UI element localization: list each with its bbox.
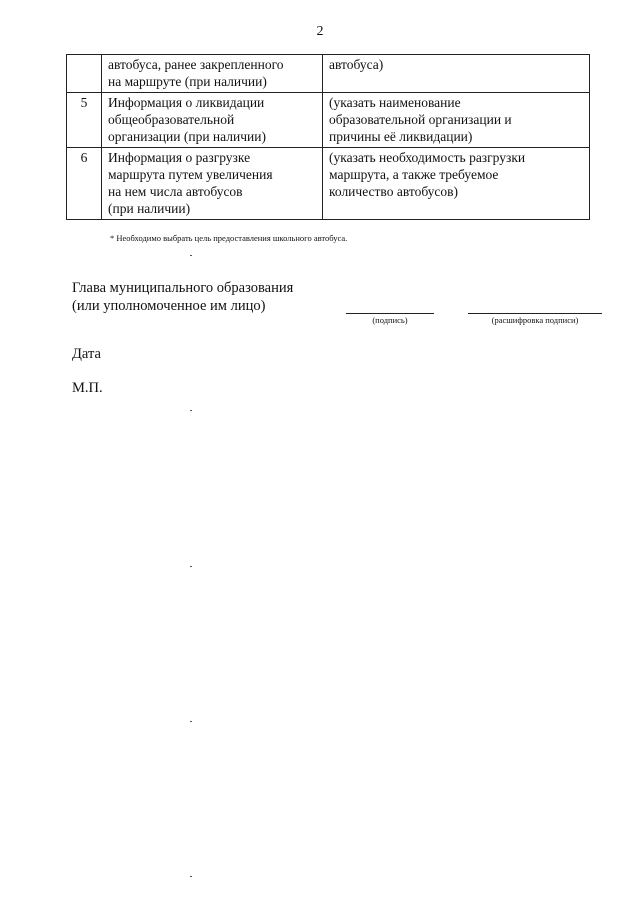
head-title-line: Глава муниципального образования — [72, 280, 294, 296]
description-line: Информация о разгрузке — [108, 150, 251, 165]
row-note — [323, 148, 590, 220]
scan-dot — [190, 721, 192, 722]
scan-dot — [190, 566, 192, 567]
signature-caption: (подпись) — [372, 315, 408, 325]
row-note — [323, 55, 590, 93]
scan-dot — [190, 255, 192, 256]
note-line: автобуса) — [329, 57, 384, 72]
info-table — [66, 54, 590, 220]
description-line: на нем числа автобусов — [108, 184, 243, 199]
row-number — [67, 55, 102, 93]
row-number: 5 — [67, 93, 102, 148]
description-line: организации (при наличии) — [108, 129, 266, 144]
head-title-line: (или уполномоченное им лицо) — [72, 298, 266, 314]
note-line: образовательной организации и — [329, 112, 512, 127]
description-line: автобуса, ранее закрепленного — [108, 57, 284, 72]
row-description — [102, 93, 323, 148]
page-number: 2 — [316, 24, 324, 39]
table-row — [67, 55, 590, 93]
scan-dot — [190, 876, 192, 877]
row-description — [102, 55, 323, 93]
row-number: 6 — [67, 148, 102, 220]
note-line: маршрута, а также требуемое — [329, 167, 499, 182]
decoding-caption: (расшифровка подписи) — [491, 315, 579, 325]
table-row — [67, 93, 590, 148]
description-line: Информация о ликвидации — [108, 95, 265, 110]
note-line: причины её ликвидации) — [329, 129, 473, 144]
stamp-label: М.П. — [72, 380, 103, 396]
head-title — [72, 279, 293, 315]
row-note — [323, 93, 590, 148]
note-line: (указать наименование — [329, 95, 461, 110]
description-line: маршрута путем увеличения — [108, 167, 273, 182]
note-line: количество автобусов) — [329, 184, 459, 199]
footnote: * Необходимо выбрать цель предоставления школьного автобуса. — [110, 233, 348, 243]
description-line: общеобразовательной — [108, 112, 235, 127]
row-description — [102, 148, 323, 220]
date-label: Дата — [72, 346, 101, 362]
decoding-line — [468, 313, 602, 314]
table-row — [67, 148, 590, 220]
description-line: на маршруте (при наличии) — [108, 74, 267, 89]
description-line: (при наличии) — [108, 201, 191, 216]
signature-line — [346, 313, 434, 314]
note-line: (указать необходимость разгрузки — [329, 150, 526, 165]
scan-dot — [190, 410, 192, 411]
